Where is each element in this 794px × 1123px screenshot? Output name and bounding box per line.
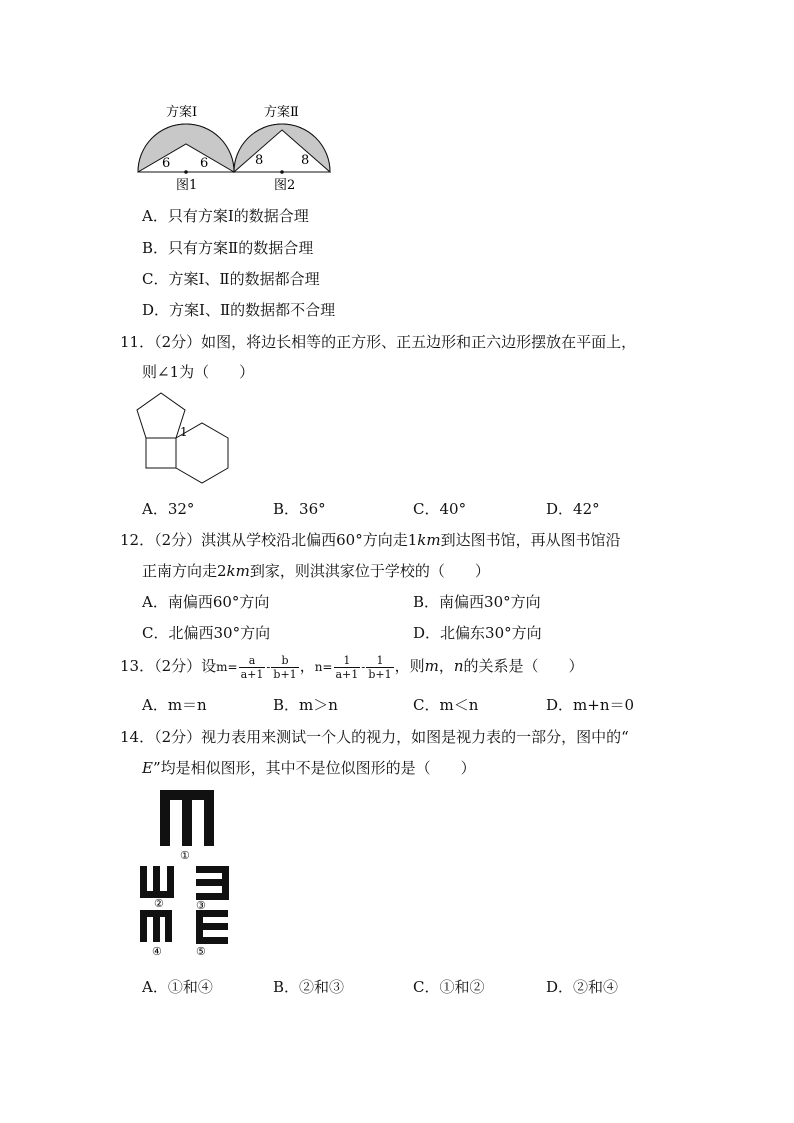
eye-label-4: ④: [152, 945, 162, 958]
fraction-1-over-b1: $\frac{1}{b+1}$: [368, 653, 392, 681]
caption-fig1: 图1: [176, 178, 198, 193]
q10-option-d[interactable]: D．方案Ⅰ、Ⅱ的数据都不合理: [142, 301, 336, 319]
q12-stem-line2: 正南方向走2km到家，则淇淇家位于学校的（ ）: [142, 562, 490, 580]
fraction-1-over-a1: $\frac{1}{a+1}$: [335, 653, 359, 681]
side-label-b2: 8: [301, 153, 310, 168]
q13-option-b[interactable]: B．m＞n: [273, 696, 338, 714]
e-symbol-3: [196, 866, 229, 900]
figure-plans: [136, 100, 376, 193]
q12-option-b[interactable]: B．南偏西30°方向: [413, 593, 541, 611]
label-plan2: 方案Ⅱ: [264, 105, 299, 120]
q11-option-d[interactable]: D．42°: [546, 500, 600, 518]
e-symbol-5: [196, 910, 228, 944]
eye-label-5: ⑤: [196, 945, 206, 958]
label-plan1: 方案Ⅰ: [166, 105, 198, 120]
q13-option-d[interactable]: D．m+n＝0: [546, 696, 635, 714]
q11-stem-line1: 11．（2分）如图，将边长相等的正方形、正五边形和正六边形摆放在平面上，: [120, 333, 637, 351]
side-label-a2: 6: [200, 156, 209, 171]
q14-stem-line2: E”均是相似图形，其中不是位似图形的是（ ）: [142, 759, 476, 777]
fraction-a-over-a1: $\frac{a}{a+1}$: [240, 653, 264, 681]
q11-option-c[interactable]: C．40°: [413, 500, 467, 518]
e-symbol-4: [140, 910, 172, 942]
eye-label-2: ②: [154, 897, 164, 910]
q14-option-d[interactable]: D．②和④: [546, 978, 619, 996]
q11-option-a[interactable]: A．32°: [142, 500, 195, 518]
e-symbol-2: [140, 866, 174, 898]
figure-polygons: [138, 392, 248, 472]
q10-option-a[interactable]: A．只有方案Ⅰ的数据合理: [142, 207, 309, 225]
q11-option-b[interactable]: B．36°: [273, 500, 326, 518]
figure-eye-chart: [136, 790, 246, 965]
q12-option-a[interactable]: A．南偏西60°方向: [142, 593, 270, 611]
q14-option-c[interactable]: C．①和②: [413, 978, 485, 996]
fraction-b-over-b1: $\frac{b}{b+1}$: [273, 653, 297, 681]
q11-stem-line2: 则∠1为（ ）: [142, 363, 255, 381]
q14-option-a[interactable]: A．①和④: [142, 978, 213, 996]
q14-option-b[interactable]: B．②和③: [273, 978, 345, 996]
q14-stem-line1: 14．（2分）视力表用来测试一个人的视力，如图是视力表的一部分，图中的“: [120, 728, 629, 746]
q12-option-c[interactable]: C．北偏西30°方向: [142, 624, 271, 642]
q12-option-d[interactable]: D．北偏东30°方向: [413, 624, 542, 642]
eye-label-3: ③: [196, 899, 206, 912]
q12-stem-line1: 12．（2分）淇淇从学校沿北偏西60°方向走1km到达图书馆，再从图书馆沿: [120, 531, 621, 549]
q10-option-c[interactable]: C．方案Ⅰ、Ⅱ的数据都合理: [142, 270, 320, 288]
caption-fig2: 图2: [274, 178, 296, 193]
side-label-b1: 8: [255, 153, 264, 168]
angle-1-label: 1: [180, 425, 188, 439]
e-symbol-1: [160, 790, 214, 846]
q13-option-c[interactable]: C．m＜n: [413, 696, 479, 714]
q13-option-a[interactable]: A．m＝n: [142, 696, 207, 714]
q13-stem: 13．（2分）设m= $\frac{a}{a+1}$ - $\frac{b}{b+1}$ ，n= $\frac{1}{a+1}$ - $\frac{1}{b+1}$ ，则m，n的关系是（ ）: [120, 653, 584, 681]
q10-option-b[interactable]: B．只有方案Ⅱ的数据合理: [142, 239, 314, 257]
eye-label-1: ①: [180, 849, 190, 862]
side-label-a1: 6: [162, 156, 171, 171]
